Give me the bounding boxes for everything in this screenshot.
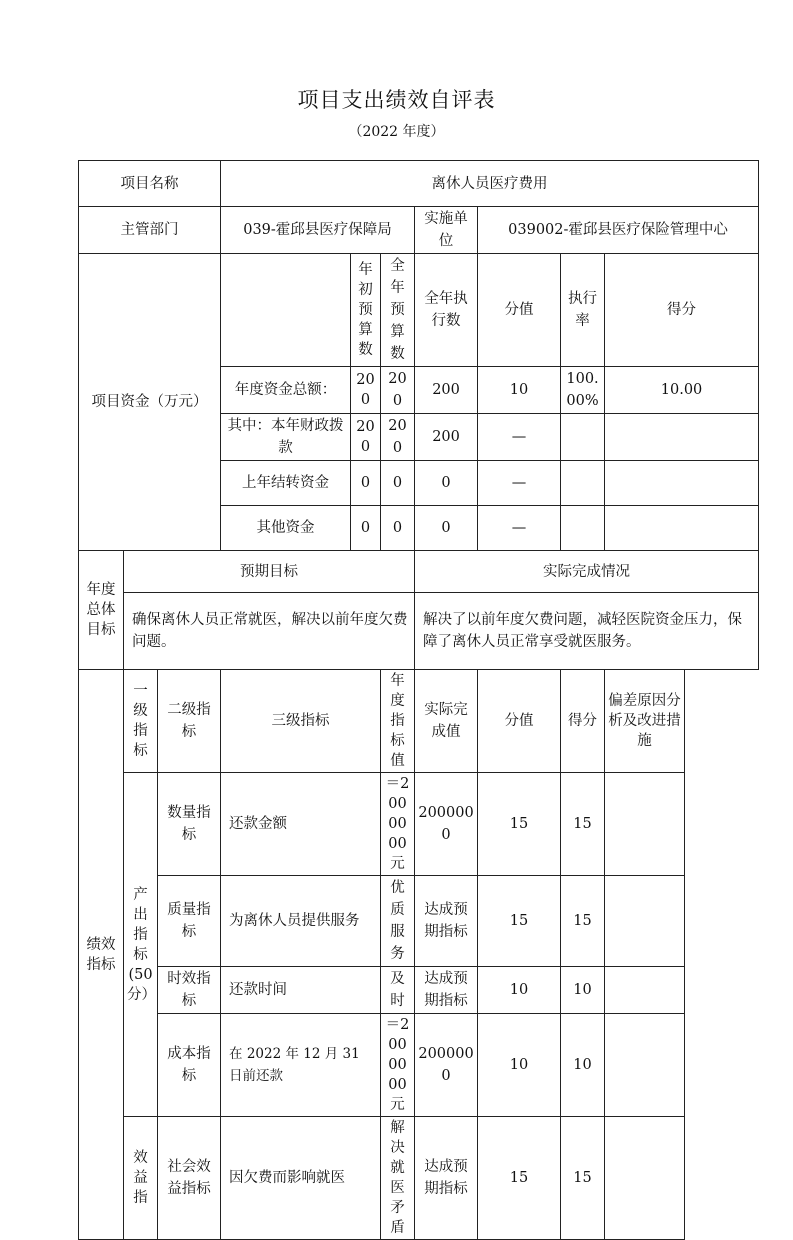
perf-group-output: 产出指标(50分） (124, 773, 158, 1117)
perf-header-target: 年度指标值 (381, 670, 415, 773)
perf-label: 绩效指标 (79, 670, 124, 1240)
funds-header-executed: 全年执行数 (415, 254, 478, 367)
funds-label: 项目资金（万元） (79, 254, 221, 551)
perf-row-level2: 数量指标 (158, 773, 221, 876)
perf-row (79, 1117, 759, 1240)
perf-row-reason (605, 967, 685, 1014)
funds-row-label: 年度资金总额： (221, 367, 351, 414)
funds-blank-cell (221, 254, 351, 367)
perf-row-score-value: 10 (478, 967, 561, 1014)
perf-row-target: 优质服务 (381, 876, 415, 967)
funds-row-rate (561, 414, 605, 461)
perf-header-level3: 三级指标 (221, 670, 381, 773)
funds-row-rate: 100.00% (561, 367, 605, 414)
perf-header-score: 得分 (561, 670, 605, 773)
funds-row-annual: 200 (381, 367, 415, 414)
funds-row-initial: 200 (351, 367, 381, 414)
perf-row-score-value: 15 (478, 773, 561, 876)
perf-row-target: ＝2000000元 (381, 1014, 415, 1117)
funds-row-executed: 0 (415, 506, 478, 551)
dept-label: 主管部门 (79, 207, 221, 254)
funds-row-rate (561, 461, 605, 506)
perf-row (79, 1014, 759, 1117)
funds-row-annual: 0 (381, 461, 415, 506)
perf-row-level3: 因欠费而影响就医 (221, 1117, 381, 1240)
funds-header-score: 得分 (605, 254, 759, 367)
dept-value: 039-霍邱县医疗保障局 (221, 207, 415, 254)
unit-label: 实施单位 (415, 207, 478, 254)
perf-row-score: 15 (561, 773, 605, 876)
perf-row-level2: 质量指标 (158, 876, 221, 967)
perf-row-reason (605, 773, 685, 876)
perf-row-score: 10 (561, 967, 605, 1014)
funds-row-executed: 0 (415, 461, 478, 506)
perf-row-score-value: 15 (478, 1117, 561, 1240)
perf-header-level2: 二级指标 (158, 670, 221, 773)
goals-header-row (79, 551, 759, 593)
funds-row-score-value: — (478, 414, 561, 461)
perf-row-score-value: 15 (478, 876, 561, 967)
funds-row-label: 其他资金 (221, 506, 351, 551)
funds-row-score (605, 414, 759, 461)
perf-header-level1: 一级指标 (124, 670, 158, 773)
perf-row-reason (605, 1117, 685, 1240)
perf-row (79, 967, 759, 1014)
page-subtitle: （2022 年度） (348, 124, 445, 140)
perf-row-actual: 达成预期指标 (415, 1117, 478, 1240)
perf-row-score-value: 10 (478, 1014, 561, 1117)
perf-header-actual: 实际完成值 (415, 670, 478, 773)
funds-row-label: 其中：本年财政拨款 (221, 414, 351, 461)
funds-row-initial: 0 (351, 506, 381, 551)
perf-row (79, 773, 759, 876)
funds-row-score (605, 461, 759, 506)
perf-row-level2: 时效指标 (158, 967, 221, 1014)
perf-row-level3: 还款时间 (221, 967, 381, 1014)
perf-header-row (79, 670, 759, 773)
funds-row-executed: 200 (415, 414, 478, 461)
unit-value: 039002-霍邱县医疗保险管理中心 (478, 207, 759, 254)
perf-row-actual: 达成预期指标 (415, 967, 478, 1014)
funds-row-score-value: 10 (478, 367, 561, 414)
funds-row-score-value: — (478, 506, 561, 551)
project-name-row (79, 161, 759, 207)
page-title: 项目支出绩效自评表 (297, 88, 496, 112)
perf-row-target: 解决就医矛盾 (381, 1117, 415, 1240)
goals-actual-header: 实际完成情况 (415, 551, 759, 593)
perf-row-reason (605, 876, 685, 967)
funds-header-annual: 全年预算数 (381, 254, 415, 367)
funds-row-score: 10.00 (605, 367, 759, 414)
funds-row-annual: 200 (381, 414, 415, 461)
funds-row-rate (561, 506, 605, 551)
funds-row-score (605, 506, 759, 551)
funds-header-rate: 执行率 (561, 254, 605, 367)
funds-header-row (79, 254, 759, 367)
perf-row-target: 及时 (381, 967, 415, 1014)
funds-header-initial: 年初预算数 (351, 254, 381, 367)
perf-row (79, 876, 759, 967)
perf-group-benefit: 效益指 (124, 1117, 158, 1240)
department-row (79, 207, 759, 254)
funds-header-score-value: 分值 (478, 254, 561, 367)
perf-row-score: 15 (561, 1117, 605, 1240)
goals-label: 年度总体目标 (79, 551, 124, 670)
perf-row-actual: 达成预期指标 (415, 876, 478, 967)
perf-header-score-value: 分值 (478, 670, 561, 773)
perf-row-target: ＝2000000元 (381, 773, 415, 876)
goals-actual: 解决了以前年度欠费问题，减轻医院资金压力，保障了离休人员正常享受就医服务。 (415, 593, 759, 670)
funds-row-executed: 200 (415, 367, 478, 414)
funds-row-initial: 200 (351, 414, 381, 461)
perf-row-level2: 社会效益指标 (158, 1117, 221, 1240)
perf-row-score: 10 (561, 1014, 605, 1117)
goals-expected: 确保离休人员正常就医，解决以前年度欠费问题。 (124, 593, 415, 670)
perf-row-level3: 在 2022 年 12 月 31 日前还款 (221, 1014, 381, 1117)
perf-row-level3: 为离休人员提供服务 (221, 876, 381, 967)
perf-row-actual: 2000000 (415, 1014, 478, 1117)
funds-row-initial: 0 (351, 461, 381, 506)
perf-row-score: 15 (561, 876, 605, 967)
perf-row-level3: 还款金额 (221, 773, 381, 876)
perf-header-reason: 偏差原因分析及改进措施 (605, 670, 685, 773)
evaluation-table (78, 160, 759, 1240)
funds-row-annual: 0 (381, 506, 415, 551)
funds-row-label: 上年结转资金 (221, 461, 351, 506)
perf-row-reason (605, 1014, 685, 1117)
funds-row-score-value: — (478, 461, 561, 506)
goals-expected-header: 预期目标 (124, 551, 415, 593)
project-name-value: 离休人员医疗费用 (221, 161, 759, 207)
perf-row-level2: 成本指标 (158, 1014, 221, 1117)
project-name-label: 项目名称 (79, 161, 221, 207)
perf-row-actual: 2000000 (415, 773, 478, 876)
goals-content-row (79, 593, 759, 670)
